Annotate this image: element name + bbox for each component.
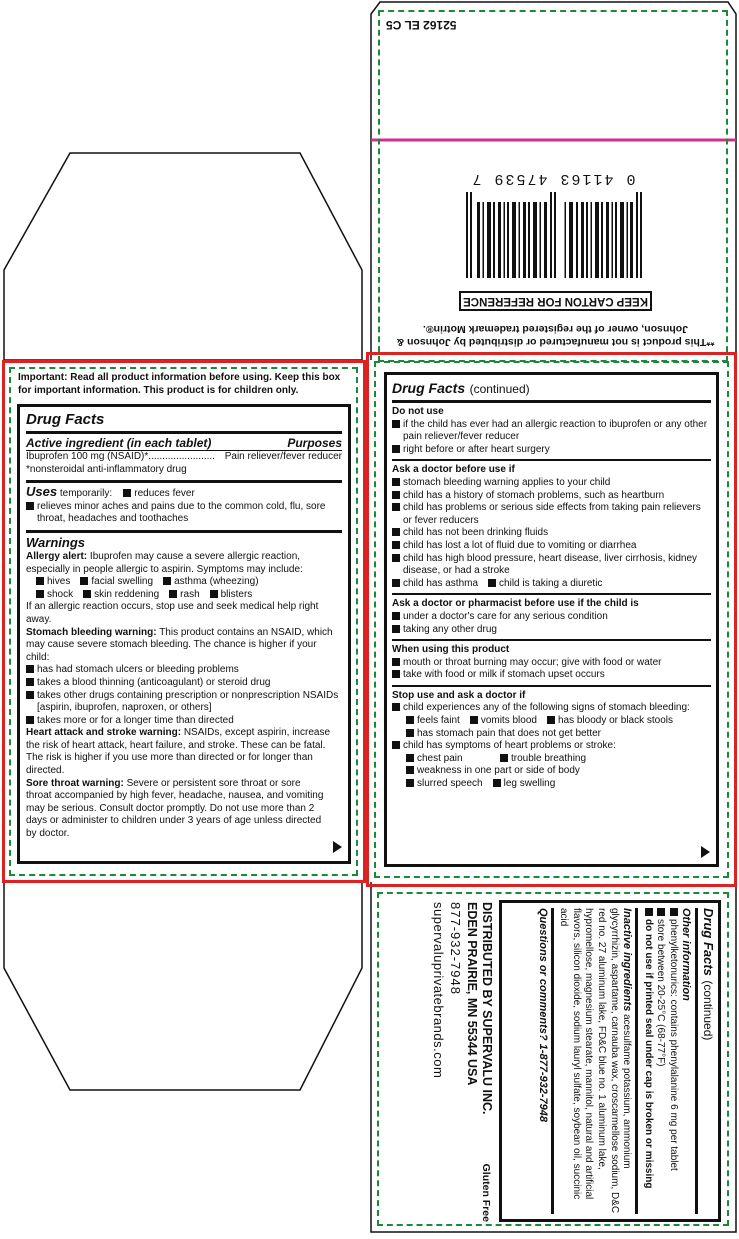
- drug-facts-bottom: [499, 900, 721, 1222]
- bullet-icon: [470, 716, 478, 724]
- when-using-item: take with food or milk if stomach upset occurs: [403, 669, 605, 681]
- bullet-icon: [392, 503, 400, 511]
- other-info-item: store between 20-25°C (68-77°F): [655, 919, 667, 1067]
- stomach-item-4: takes more or for a longer time than directed: [37, 714, 234, 726]
- bullet-icon: [36, 590, 44, 598]
- drug-facts-title: Drug Facts: [392, 380, 466, 396]
- sign: weakness in one part or side of body: [417, 765, 580, 777]
- leader-dots: ........................: [148, 451, 215, 462]
- when-using-section: [392, 639, 711, 682]
- do-not-use-section: [392, 400, 711, 456]
- bullet-icon: [500, 754, 508, 762]
- active-section: [26, 431, 342, 476]
- bullet-icon: [169, 590, 177, 598]
- ask-doctor-item: child has a history of stomach problems, such as heartburn: [403, 489, 665, 501]
- continued-label: (continued): [469, 382, 530, 396]
- do-not-use-item: right before or after heart surgery: [403, 443, 550, 455]
- bullet-icon: [547, 716, 555, 724]
- heart-text: NSAIDs, except aspirin, increase the risk of heart attack, heart failure, and stroke. These can be fatal. The risk is higher if you use more than directed or for longer than directed.: [26, 727, 330, 777]
- sign: has bloody or black stools: [557, 715, 674, 727]
- warnings-heading: Warnings: [26, 534, 85, 550]
- bullet-icon: [392, 420, 400, 428]
- bullet-icon: [392, 528, 400, 536]
- bullet-icon: [392, 541, 400, 549]
- uses-item-1: reduces fever: [134, 488, 195, 500]
- bullet-icon: [406, 779, 414, 787]
- inactive-heading: Inactive ingredients: [621, 908, 634, 1012]
- bullet-icon: [657, 908, 665, 916]
- warnings-section: [26, 530, 342, 841]
- ask-pharmacist-section: [392, 593, 711, 636]
- barcode: [458, 170, 648, 278]
- purposes-heading: Purposes: [287, 436, 342, 450]
- allergy-after: If an allergic reaction occurs, stop use and seek medical help right away.: [26, 601, 319, 625]
- distributor-block: [430, 902, 494, 1192]
- bullet-icon: [392, 658, 400, 666]
- other-info-heading: Other information: [680, 908, 692, 1001]
- bullet-icon: [392, 612, 400, 620]
- bullet-icon: [392, 445, 400, 453]
- bullet-icon: [26, 716, 34, 724]
- barcode-digits: 0 41163 47539 7: [470, 170, 636, 187]
- drug-facts-title: Drug Facts: [26, 411, 105, 428]
- bullet-icon: [26, 678, 34, 686]
- ask-doctor-item: child has asthma: [403, 577, 479, 589]
- bullet-icon: [26, 502, 34, 510]
- ask-doctor-item: child has problems or serious side effects from taking pain relievers or fever reducers: [403, 502, 701, 526]
- bullet-icon: [26, 665, 34, 673]
- top-flap: [378, 10, 728, 360]
- bullet-icon: [488, 579, 496, 587]
- ask-pharmacist-item: taking any other drug: [403, 623, 497, 635]
- sign: vomits blood: [480, 715, 537, 727]
- bullet-icon: [406, 729, 414, 737]
- active-ingredient: Ibuprofen 100 mg (NSAID)*: [26, 451, 149, 462]
- bullet-icon: [392, 625, 400, 633]
- bullet-icon: [406, 754, 414, 762]
- when-using-heading: When using this product: [392, 644, 510, 656]
- distributor-phone: 877-932-7948: [448, 902, 463, 995]
- uses-heading: Uses: [26, 484, 58, 500]
- bullet-icon: [210, 590, 218, 598]
- throat-label: Sore throat warning:: [26, 777, 124, 789]
- when-using-item: mouth or throat burning may occur; give with food or water: [403, 656, 662, 668]
- stomach-item-1: has had stomach ulcers or bleeding problems: [37, 664, 239, 676]
- bullet-icon: [645, 908, 653, 916]
- uses-temporarily: temporarily:: [59, 488, 113, 500]
- bullet-icon: [83, 590, 91, 598]
- symptom: shock: [47, 588, 74, 600]
- distributor-name: DISTRIBUTED BY SUPERVALU INC.: [480, 902, 494, 1115]
- important-notice: Important: Read all product information before using. Keep this box for important information. This product is for children only.: [18, 372, 341, 396]
- keep-carton-box: KEEP CARTON FOR REFERENCE: [459, 291, 652, 311]
- sign: chest pain: [417, 752, 463, 764]
- symptom: facial swelling: [91, 576, 154, 588]
- continue-arrow-icon: [701, 846, 710, 858]
- sign: feels faint: [417, 715, 460, 727]
- do-not-use-item: if the child has ever had an allergic reaction to ibuprofen or any other pain reliever/fever reducer: [403, 418, 708, 443]
- do-not-use-heading: Do not use: [392, 406, 444, 417]
- bullet-icon: [392, 579, 400, 587]
- heart-label: Heart attack and stroke warning:: [26, 727, 182, 739]
- continue-arrow-icon: [333, 841, 342, 853]
- active-purpose: Pain reliever/fever reducer: [224, 451, 342, 462]
- stop-use-heading: Stop use and ask a doctor if: [392, 689, 526, 701]
- stomach-text: This product contains an NSAID, which may cause severe stomach bleeding. The chance is higher if your child:: [26, 626, 333, 663]
- stop-use-section: [392, 685, 711, 791]
- drug-facts-left: [17, 404, 351, 864]
- bullet-icon: [392, 491, 400, 499]
- symptom: rash: [180, 588, 200, 600]
- bullet-icon: [392, 554, 400, 562]
- sign: slurred speech: [417, 778, 483, 790]
- uses-item-2: relieves minor aches and pains due to the common cold, flu, sore throat, headaches and toothaches: [37, 500, 326, 525]
- barcode-bars: [458, 192, 648, 278]
- symptom: skin reddening: [94, 588, 160, 600]
- ask-doctor-item: child has lost a lot of fluid due to vomiting or diarrhea: [403, 539, 637, 551]
- drug-facts-right: [384, 372, 719, 867]
- allergy-symptoms-row-1: [26, 576, 342, 589]
- sign: trouble breathing: [511, 752, 587, 764]
- bullet-icon: [163, 577, 171, 585]
- bullet-icon: [406, 766, 414, 774]
- distributor-city: EDEN PRAIRIE, MN 55344 USA: [465, 902, 479, 1086]
- stomach-item-3: takes other drugs containing prescription or nonprescription NSAIDs [aspirin, ibuprofen, naproxen, or others]: [37, 689, 339, 714]
- distributor-website: supervaluprivatebrands.com: [431, 902, 446, 1079]
- other-info-section: [641, 908, 698, 1214]
- inactive-section: [557, 908, 639, 1214]
- allergy-text: Ibuprofen may cause a severe allergic reaction, especially in people allergic to aspirin. Symptoms may include:: [26, 550, 303, 575]
- symptom: asthma (wheezing): [174, 576, 259, 588]
- questions-line: Questions or comments? 1-877-932-7948: [536, 908, 549, 1122]
- active-heading: Active ingredient (in each tablet): [26, 436, 212, 450]
- sign: has stomach pain that does not get better: [417, 727, 602, 739]
- ask-doctor-item: stomach bleeding warning applies to your child: [403, 476, 611, 488]
- bottom-flap: [384, 900, 724, 1225]
- ask-doctor-item: child has high blood pressure, heart disease, liver cirrhosis, kidney disease, or had a stroke: [403, 552, 698, 577]
- bullet-icon: [123, 489, 131, 497]
- ask-pharmacist-heading: Ask a doctor or pharmacist before use if the child is: [392, 598, 639, 610]
- gluten-free: Gluten Free: [480, 1163, 492, 1222]
- symptom: blisters: [220, 588, 253, 600]
- continued-label: (continued): [701, 980, 715, 1041]
- throat-text: Severe or persistent sore throat or sore throat accompanied by high fever, headache, nausea, and vomiting may be serious. Consult doctor promptly. Do not use more than 2 days or administer to children under 3 years of age unless directed by doctor.: [26, 777, 324, 840]
- allergy-label: Allergy alert:: [26, 550, 88, 562]
- ask-pharmacist-item: under a doctor's care for any serious condition: [403, 610, 608, 622]
- other-info-item: phenylketonurics: contains phenylalanine 6 mg per tablet: [668, 919, 679, 1171]
- ask-doctor-item: child is taking a diuretic: [499, 577, 603, 589]
- bullet-icon: [392, 478, 400, 486]
- stop-use-item: child has symptoms of heart problems or stroke:: [403, 740, 616, 752]
- bullet-icon: [36, 577, 44, 585]
- nsaid-note: *nonsteroidal anti-inflammatory drug: [26, 463, 187, 475]
- sign: leg swelling: [503, 778, 556, 790]
- stomach-item-2: takes a blood thinning (anticoagulant) or steroid drug: [37, 676, 271, 688]
- ask-doctor-item: child has not been drinking fluids: [403, 527, 549, 539]
- bullet-icon: [392, 670, 400, 678]
- drug-facts-title: Drug Facts: [701, 908, 716, 976]
- bullet-icon: [26, 691, 34, 699]
- bullet-icon: [670, 908, 678, 916]
- stomach-label: Stomach bleeding warning:: [26, 626, 157, 638]
- symptom: hives: [47, 576, 71, 588]
- inactive-text: acesulfame potassium, ammonium glycyrrhizin, aspartame, carnauba wax, croscarmellose sodium, D&C red no. 27 aluminum lake, FD&C blue no. 1 aluminum lake, hypromellose, magnesium stearate, mannitol, natural and artificial flavors, silicon dioxide, sodium lauryl sulfate, soybean oil, succinic acid: [558, 908, 633, 1214]
- questions-section: [537, 908, 554, 1214]
- stop-use-item: child experiences any of the following signs of stomach bleeding:: [403, 702, 690, 714]
- bullet-icon: [392, 741, 400, 749]
- bullet-icon: [80, 577, 88, 585]
- bullet-icon: [392, 703, 400, 711]
- trademark-note: **This product is not manufactured or distributed by Johnson & Johnson, owner of the registered trademark Motrin®.: [396, 323, 715, 348]
- bullet-icon: [406, 716, 414, 724]
- carton-code: 52162 EL C5: [386, 18, 457, 32]
- bullet-icon: [493, 779, 501, 787]
- ask-doctor-heading: Ask a doctor before use if: [392, 464, 515, 476]
- allergy-symptoms-row-2: [26, 589, 342, 602]
- other-info-item: do not use if printed seal under cap is broken or missing: [642, 919, 654, 1189]
- uses-section: [26, 480, 342, 526]
- ask-doctor-section: [392, 459, 711, 590]
